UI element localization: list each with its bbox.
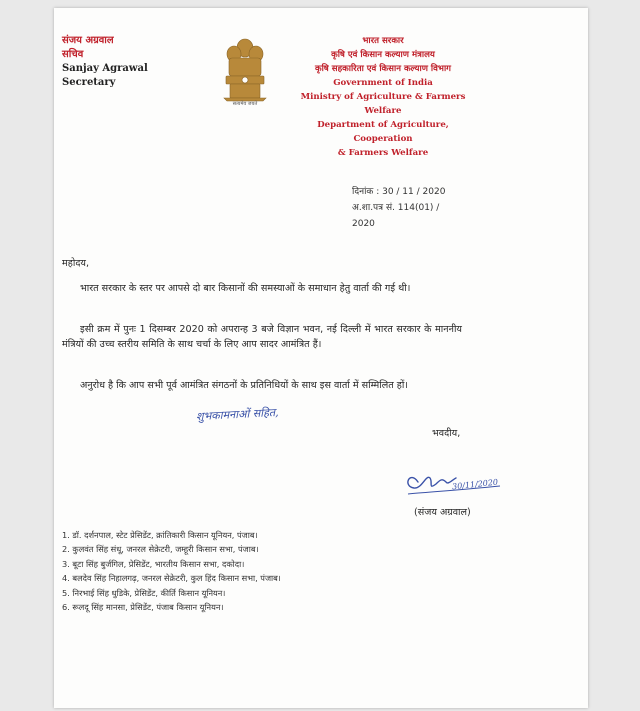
paragraph-2: इसी क्रम में पुनः 1 दिसम्बर 2020 को अपरान्ह 3 बजे विज्ञान भवन, नई दिल्ली में भारत सरकार के माननीय मंत्रियों की उच्च स्तरीय समिति के साथ चर्चा के लिए आप सादर आमंत्रित हैं।: [62, 324, 462, 350]
dept-line-6: Department of Agriculture, Cooperation: [317, 120, 449, 144]
dept-line-5: Ministry of Agriculture & Farmers Welfare: [300, 92, 466, 116]
list-item: 2. कुलवंत सिंह संधू, जनरल सेक्रेटरी, जम्हूरी किसान सभा, पंजाब।: [62, 544, 259, 555]
dept-line-2: कृषि एवं किसान कल्याण मंत्रालय: [331, 50, 435, 60]
list-item: 3. बूटा सिंह बुर्जगिल, प्रेसिडेंट, भारतीय किसान सभा, दकोदा।: [62, 558, 245, 569]
national-emblem-icon: [220, 34, 270, 106]
sender-block: [62, 34, 148, 90]
emblem-motto: सत्यमेव जयते: [232, 101, 258, 107]
letter-number: अ.शा.पत्र सं. 114(01) / 2020: [352, 203, 440, 229]
list-item: 6. रूलदू सिंह मानसा, प्रेसिडेंट, पंजाब किसान यूनियन।: [62, 602, 224, 613]
dept-line-4: Government of India: [333, 78, 433, 88]
signature-date: 30/11/2020: [451, 477, 499, 492]
closing: भवदीय,: [432, 428, 461, 439]
paragraph-3: अनुरोध है कि आप सभी पूर्व आमंत्रित संगठनों के प्रतिनिधियों के साथ इस वार्ता में सम्मिलित हों।: [80, 380, 408, 391]
sender-title-hindi: सचिव: [62, 49, 84, 60]
dept-line-7: & Farmers Welfare: [337, 148, 429, 158]
department-block: [298, 34, 468, 160]
sender-title-english: Secretary: [62, 77, 116, 88]
signatory-name: (संजय अग्रवाल): [414, 507, 471, 518]
sender-name-english: Sanjay Agrawal: [62, 63, 148, 74]
paragraph-1: भारत सरकार के स्तर पर आपसे दो बार किसानों की समस्याओं के समाधान हेतु वार्ता की गई थी।: [80, 283, 411, 294]
salutation: महोदय,: [62, 258, 90, 269]
handwritten-note: शुभकामनाओं सहित,: [195, 405, 279, 424]
list-item: 4. बलदेव सिंह निहालगढ़, जनरल सेक्रेटरी, कुल हिंद किसान सभा, पंजाब।: [62, 573, 281, 584]
list-item: 5. निरभाई सिंह धुडिके, प्रेसिडेंट, कीर्ति किसान यूनियन।: [62, 587, 226, 598]
sender-name-hindi: संजय अग्रवाल: [62, 35, 114, 46]
dept-line-3: कृषि सहकारिता एवं किसान कल्याण विभाग: [314, 64, 452, 74]
letter-date: दिनांक : 30 / 11 / 2020: [352, 187, 446, 197]
list-item: 1. डॉ. दर्शनपाल, स्टेट प्रेसिडेंट, क्रांतिकारी किसान यूनियन, पंजाब।: [62, 530, 258, 540]
dept-line-1: भारत सरकार: [362, 36, 404, 46]
reference-block: [352, 184, 464, 232]
recipient-list: [62, 528, 281, 614]
